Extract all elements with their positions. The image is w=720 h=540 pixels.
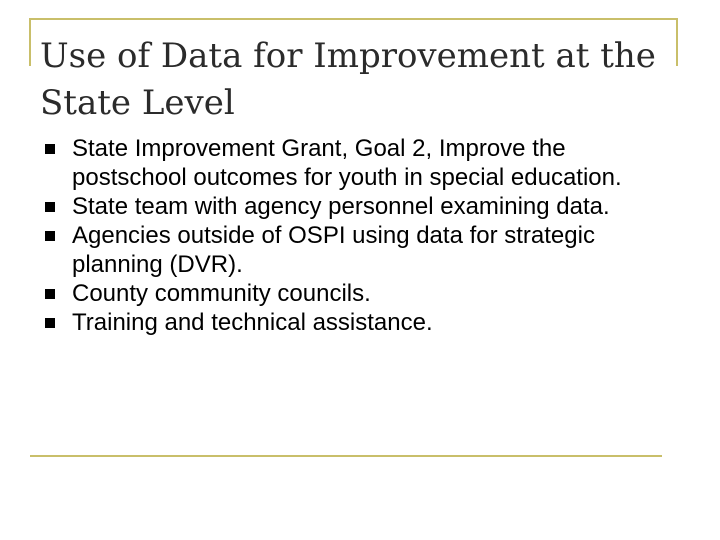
square-bullet-icon bbox=[45, 289, 55, 299]
square-bullet-icon bbox=[45, 231, 55, 241]
bullet-item bbox=[44, 134, 684, 192]
square-bullet-icon bbox=[45, 144, 55, 154]
bullet-item bbox=[44, 308, 684, 337]
bullet-text: Agencies outside of OSPI using data for strategic planning (DVR). bbox=[72, 222, 595, 278]
bullet-text: State Improvement Grant, Goal 2, Improve the postschool outcomes for youth in special education. bbox=[72, 135, 622, 191]
square-bullet-icon bbox=[45, 318, 55, 328]
bottom-divider-line bbox=[30, 455, 662, 457]
bullet-item bbox=[44, 279, 684, 308]
square-bullet-icon bbox=[45, 202, 55, 212]
bullet-text: County community councils. bbox=[72, 280, 371, 307]
title-frame-top-line bbox=[29, 18, 678, 20]
bullet-text: Training and technical assistance. bbox=[72, 309, 433, 336]
bullet-list bbox=[44, 134, 684, 337]
bullet-item bbox=[44, 221, 684, 279]
bullet-text: State team with agency personnel examining data. bbox=[72, 193, 610, 220]
title-frame-right-line bbox=[676, 18, 678, 66]
bullet-item bbox=[44, 192, 684, 221]
slide-title: Use of Data for Improvement at the State Level bbox=[40, 36, 656, 123]
title-frame-left-line bbox=[29, 18, 31, 66]
